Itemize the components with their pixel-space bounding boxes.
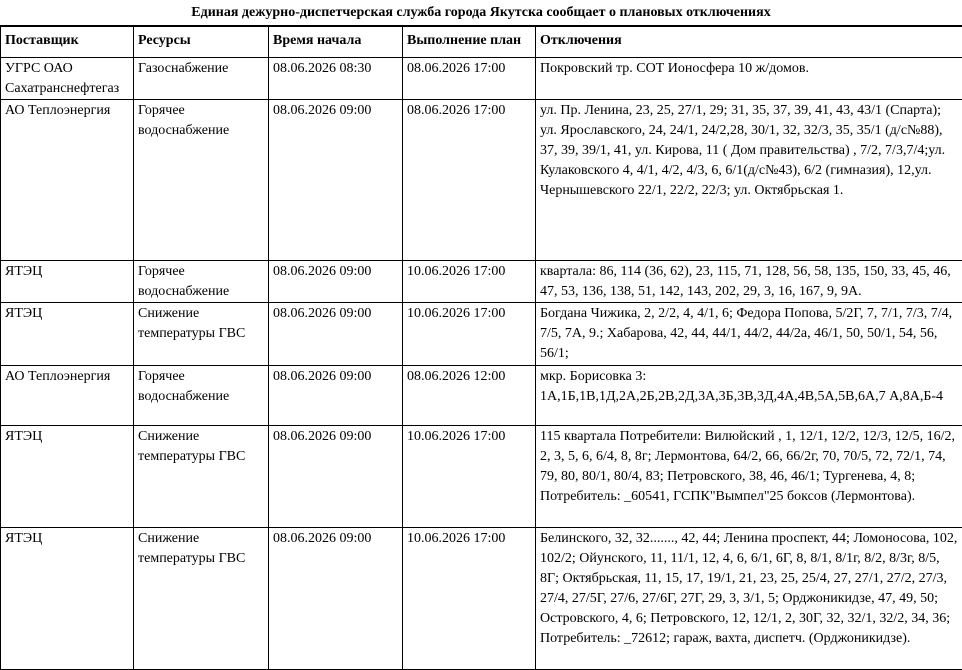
start-time-cell: 08.06.2026 09:00 [269, 261, 403, 303]
completion-time-cell: 10.06.2026 17:00 [403, 426, 536, 528]
start-time-cell: 08.06.2026 09:00 [269, 366, 403, 426]
resource-cell: Горячее водоснабжение [134, 261, 269, 303]
report-title: Единая дежурно-диспетчерская служба города Якутска сообщает о плановых отключениях [0, 0, 962, 26]
header-row [1, 27, 962, 58]
start-time-cell: 08.06.2026 09:00 [269, 528, 403, 670]
column-header-planned-completion: Выполнение план [403, 27, 536, 58]
resource-cell: Горячее водоснабжение [134, 366, 269, 426]
outages-cell: Покровский тр. СОТ Ионосфера 10 ж/домов. [536, 58, 962, 100]
column-header-outages: Отключения [536, 27, 962, 58]
completion-time-cell: 10.06.2026 17:00 [403, 303, 536, 366]
start-time-cell: 08.06.2026 09:00 [269, 100, 403, 261]
resource-cell: Газоснабжение [134, 58, 269, 100]
supplier-cell: ЯТЭЦ [1, 303, 134, 366]
completion-time-cell: 10.06.2026 17:00 [403, 261, 536, 303]
supplier-cell: АО Теплоэнергия [1, 366, 134, 426]
start-time-cell: 08.06.2026 09:00 [269, 426, 403, 528]
table-row [1, 58, 962, 100]
supplier-cell: ЯТЭЦ [1, 528, 134, 670]
table-row [1, 426, 962, 528]
resource-cell: Снижение температуры ГВС [134, 528, 269, 670]
resource-cell: Снижение температуры ГВС [134, 303, 269, 366]
table-row [1, 100, 962, 261]
outages-cell: Богдана Чижика, 2, 2/2, 4, 4/1, 6; Федора Попова, 5/2Г, 7, 7/1, 7/3, 7/4, 7/5, 7А, 9.; Хабарова, 42, 44, 44/1, 44/2, 44/2а, 46/1, 50, 50/1, 54, 56, 56/1; [536, 303, 962, 366]
column-header-start-time: Время начала [269, 27, 403, 58]
table-row [1, 528, 962, 670]
outages-cell: ул. Пр. Ленина, 23, 25, 27/1, 29; 31, 35, 37, 39, 41, 43, 43/1 (Спарта); ул. Ярославского, 24, 24/1, 24/2,28, 30/1, 32, 32/3, 35, 35/1 (д/с№88), 37, 39, 39/1, 41, ул. Кирова, 11 ( Дом правительства) , 7/2, 7/3,7/4;ул. Кулаковского 4, 4/1, 4/2, 4/3, 6, 6/1(д/с№43), 6/2 (гимназия), 12,ул. Чернышевского 22/1, 22/2, 22/3; ул. Октябрьская 1. [536, 100, 962, 261]
outages-cell: Белинского, 32, 32......., 42, 44; Ленина проспект, 44; Ломоносова, 102, 102/2; Ойунского, 11, 11/1, 12, 4, 6, 6/1, 6Г, 8, 8/1, 8/1г, 8/2, 8/3г, 8/5, 8Г; Октябрьская, 11, 15, 17, 19/1, 21, 23, 25, 25/4, 27, 27/1, 27/2, 27/3, 27/4, 27/5Г, 27/6, 27/6Г, 27Г, 29, 3, 3/1, 5; Орджоникидзе, 47, 49, 50; Островского, 4, 6; Петровского, 12, 12/1, 2, 30Г, 32, 32/1, 32/2, 34, 36; Потребитель: _72612; гараж, вахта, диспетч. (Орджоникидзе). [536, 528, 962, 670]
supplier-cell: ЯТЭЦ [1, 261, 134, 303]
column-header-supplier: Поставщик [1, 27, 134, 58]
resource-cell: Горячее водоснабжение [134, 100, 269, 261]
supplier-cell: ЯТЭЦ [1, 426, 134, 528]
outage-table [0, 26, 962, 670]
start-time-cell: 08.06.2026 09:00 [269, 303, 403, 366]
table-row [1, 366, 962, 426]
table-row [1, 261, 962, 303]
completion-time-cell: 08.06.2026 17:00 [403, 100, 536, 261]
table-row [1, 303, 962, 366]
completion-time-cell: 08.06.2026 12:00 [403, 366, 536, 426]
column-header-resources: Ресурсы [134, 27, 269, 58]
outages-cell: 115 квартала Потребители: Вилюйский , 1, 12/1, 12/2, 12/3, 12/5, 16/2, 2, 3, 5, 6, 6/4, 8, 8г; Лермонтова, 64/2, 66, 66/2г, 70, 70/5, 72, 72/1, 74, 79, 80, 80/1, 80/4, 83; Петровского, 38, 46, 46/1; Тургенева, 4, 8; Потребитель: _60541, ГСПК"Вымпел"25 боксов (Лермонтова). [536, 426, 962, 528]
supplier-cell: УГРС ОАО Сахатранснефтегаз [1, 58, 134, 100]
supplier-cell: АО Теплоэнергия [1, 100, 134, 261]
outages-cell: квартала: 86, 114 (36, 62), 23, 115, 71, 128, 56, 58, 135, 150, 33, 45, 46, 47, 53, 136, 138, 51, 142, 143, 202, 29, 3, 16, 167, 9, 9А. [536, 261, 962, 303]
completion-time-cell: 08.06.2026 17:00 [403, 58, 536, 100]
completion-time-cell: 10.06.2026 17:00 [403, 528, 536, 670]
outages-cell: мкр. Борисовка 3: 1А,1Б,1В,1Д,2А,2Б,2В,2Д,3А,3Б,3В,3Д,4А,4В,5А,5В,6А,7 А,8А,Б-4 [536, 366, 962, 426]
resource-cell: Снижение температуры ГВС [134, 426, 269, 528]
start-time-cell: 08.06.2026 08:30 [269, 58, 403, 100]
